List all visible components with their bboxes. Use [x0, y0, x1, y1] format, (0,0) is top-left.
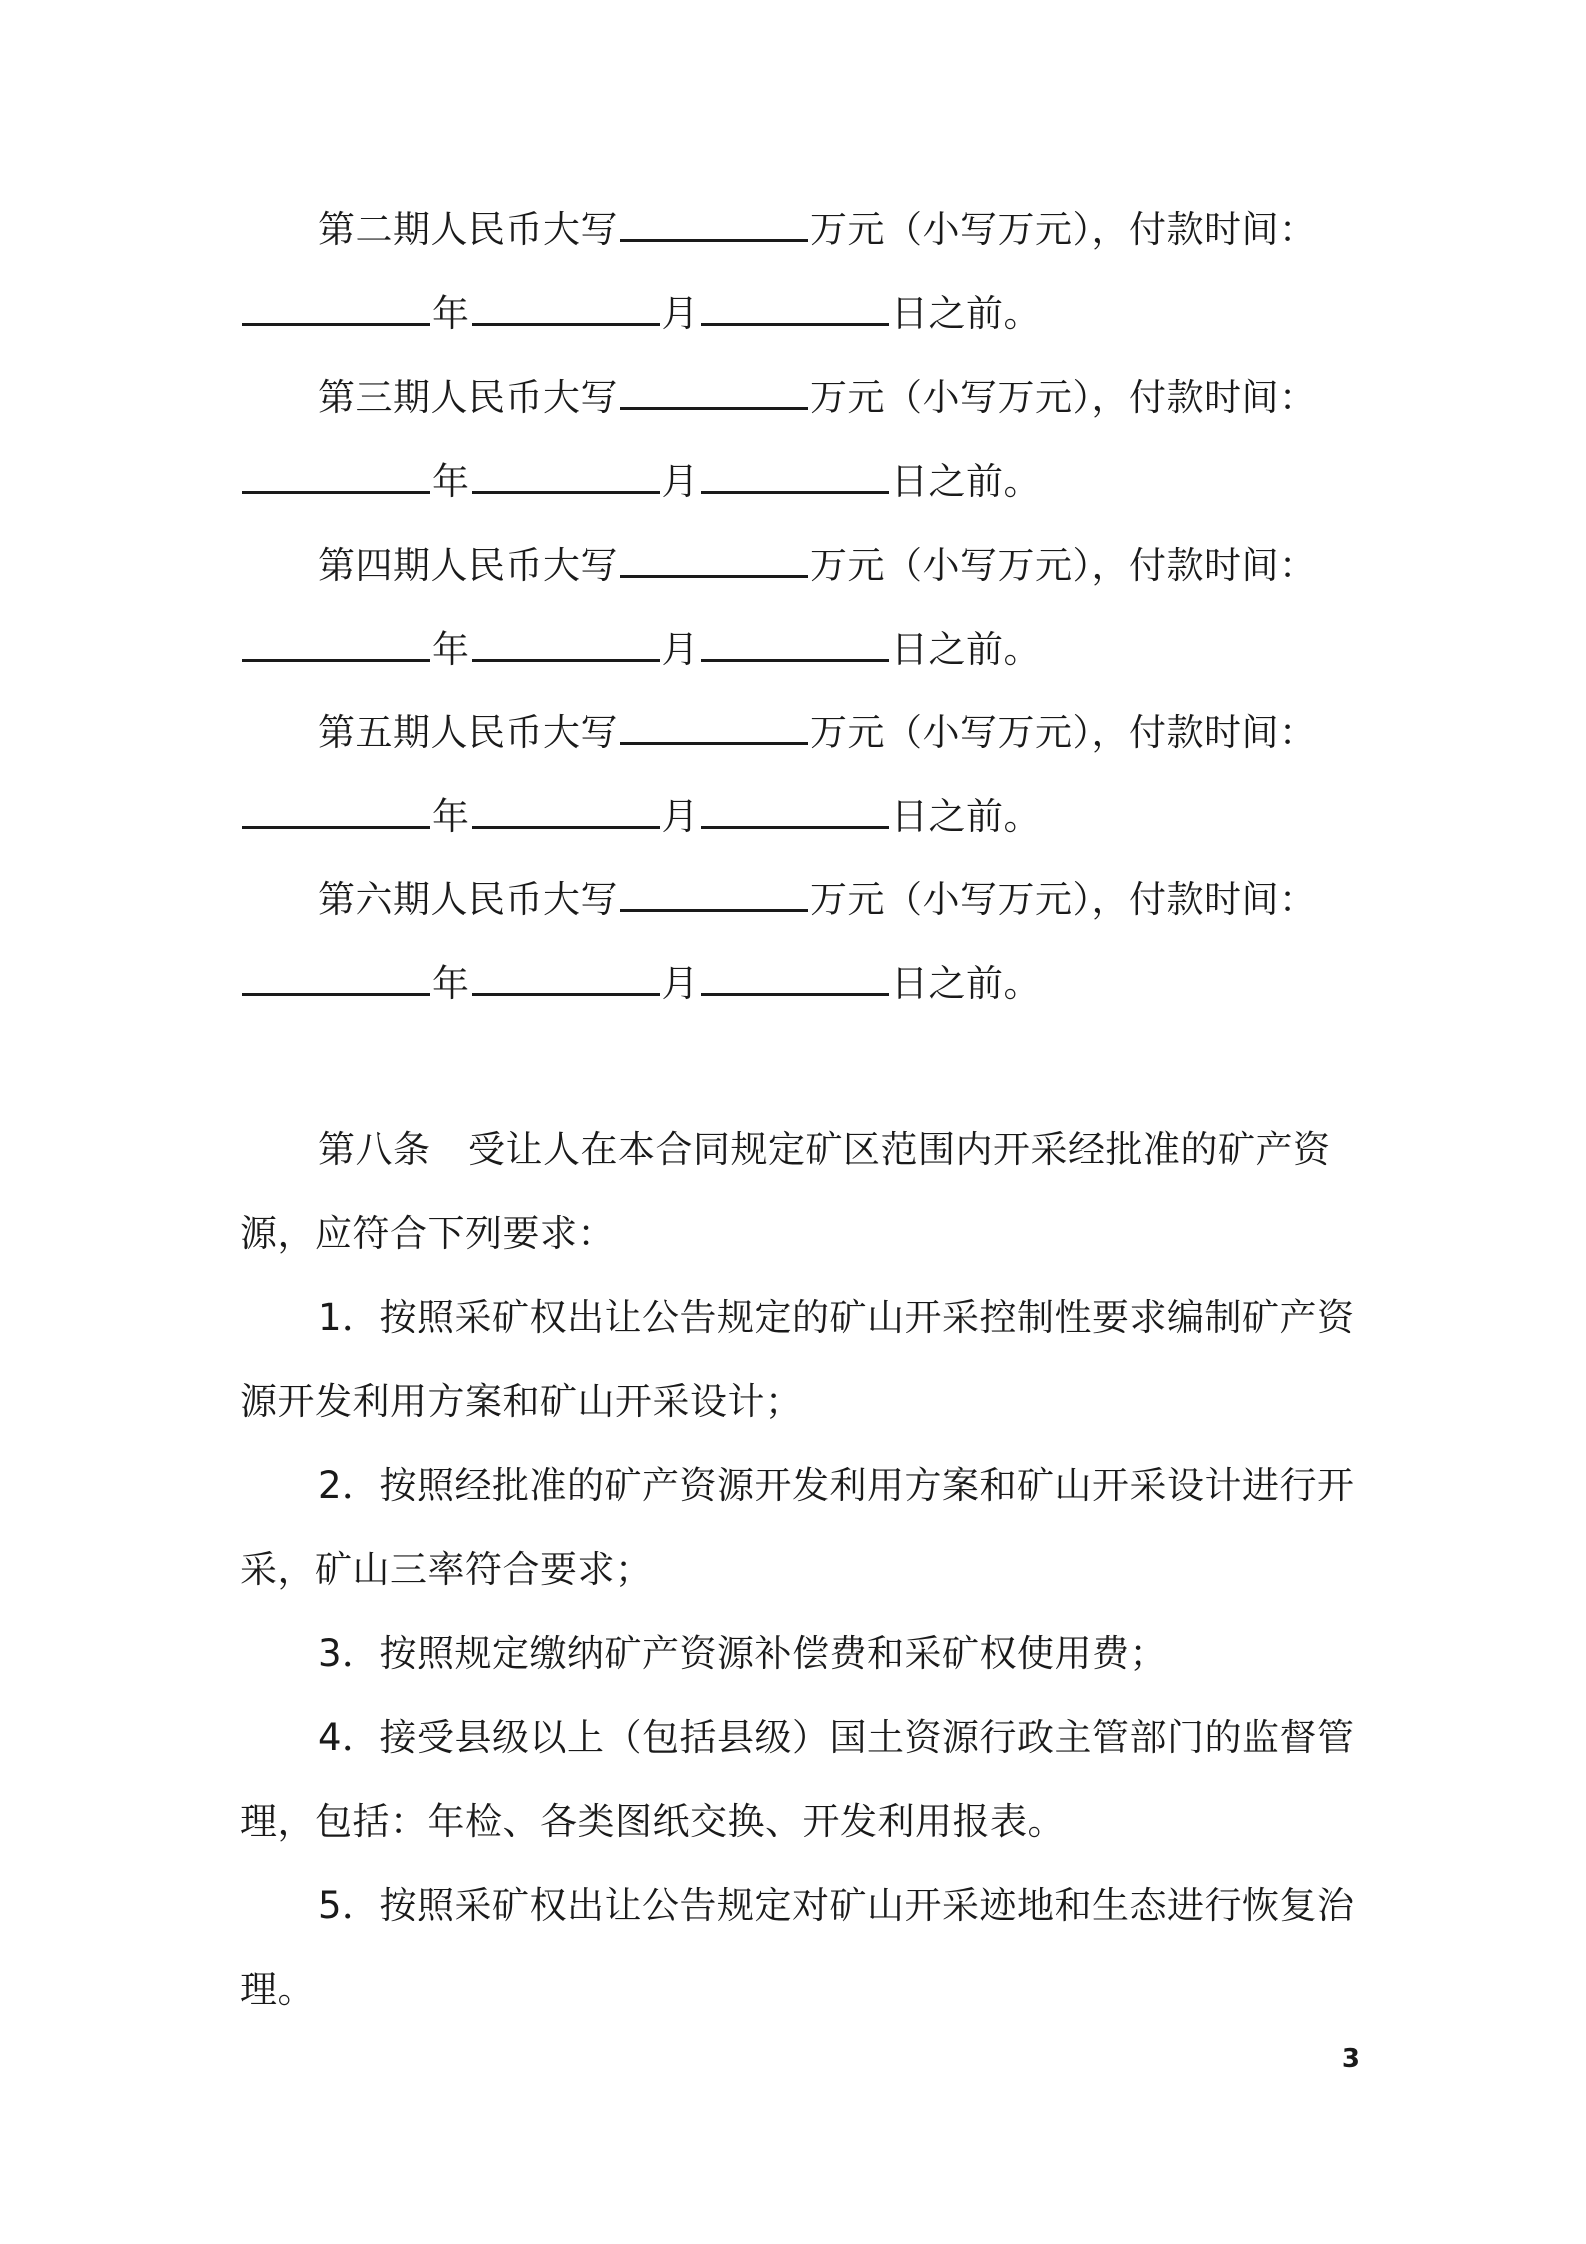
- amount-blank: [620, 571, 808, 578]
- article8-item-3: 3．按照规定缴纳矿产资源补偿费和采矿权使用费；: [318, 1632, 1168, 1675]
- year-label: 年: [432, 628, 470, 671]
- payment-time-label: 万元（小写万元），付款时间：: [810, 711, 1317, 754]
- amount-blank: [620, 403, 808, 410]
- payment-date-line: [240, 452, 1360, 512]
- payment-date-line: [240, 620, 1360, 680]
- payment-amount-label: 第四期人民币大写: [318, 544, 618, 587]
- day-label: 日之前。: [891, 795, 1041, 838]
- month-blank: [472, 319, 660, 326]
- article8-item-2: 2．按照经批准的矿产资源开发利用方案和矿山开采设计进行开: [318, 1464, 1355, 1507]
- month-blank: [472, 487, 660, 494]
- payment-time-label: 万元（小写万元），付款时间：: [810, 544, 1317, 587]
- day-blank: [701, 655, 889, 662]
- month-blank: [472, 655, 660, 662]
- day-label: 日之前。: [891, 292, 1041, 335]
- year-blank: [242, 655, 430, 662]
- article8-item-1-cont: 源开发利用方案和矿山开采设计；: [240, 1380, 803, 1423]
- payment-amount-label: 第六期人民币大写: [318, 878, 618, 921]
- month-label: 月: [661, 292, 699, 335]
- article8-heading-cont: 源，应符合下列要求：: [240, 1212, 615, 1255]
- payment-amount-label: 第三期人民币大写: [318, 376, 618, 419]
- payment-date-line: [240, 284, 1360, 344]
- amount-blank: [620, 235, 808, 242]
- payment-time-label: 万元（小写万元），付款时间：: [810, 376, 1317, 419]
- day-blank: [701, 319, 889, 326]
- year-label: 年: [432, 795, 470, 838]
- payment-line: [318, 536, 1360, 596]
- article8-item-4-cont: 理，包括：年检、各类图纸交换、开发利用报表。: [240, 1800, 1065, 1843]
- amount-blank: [620, 905, 808, 912]
- payment-time-label: 万元（小写万元），付款时间：: [810, 878, 1317, 921]
- month-blank: [472, 822, 660, 829]
- year-label: 年: [432, 962, 470, 1005]
- month-label: 月: [661, 628, 699, 671]
- article8-item-1: 1．按照采矿权出让公告规定的矿山开采控制性要求编制矿产资: [318, 1296, 1355, 1339]
- year-blank: [242, 487, 430, 494]
- year-label: 年: [432, 460, 470, 503]
- article8-item-5: 5．按照采矿权出让公告规定对矿山开采迹地和生态进行恢复治: [318, 1884, 1355, 1927]
- payment-line: [318, 870, 1360, 930]
- article8-heading: 第八条 受让人在本合同规定矿区范围内开采经批准的矿产资: [318, 1128, 1331, 1171]
- month-blank: [472, 989, 660, 996]
- payment-time-label: 万元（小写万元），付款时间：: [810, 208, 1317, 251]
- year-blank: [242, 989, 430, 996]
- month-label: 月: [661, 795, 699, 838]
- day-label: 日之前。: [891, 460, 1041, 503]
- day-label: 日之前。: [891, 962, 1041, 1005]
- day-blank: [701, 989, 889, 996]
- month-label: 月: [661, 962, 699, 1005]
- day-blank: [701, 487, 889, 494]
- payment-line: [318, 368, 1360, 428]
- article8-item-4: 4．接受县级以上（包括县级）国土资源行政主管部门的监督管: [318, 1716, 1355, 1759]
- year-blank: [242, 822, 430, 829]
- day-blank: [701, 822, 889, 829]
- article8-item-2-cont: 采，矿山三率符合要求；: [240, 1548, 653, 1591]
- payment-amount-label: 第五期人民币大写: [318, 711, 618, 754]
- payment-amount-label: 第二期人民币大写: [318, 208, 618, 251]
- article8-item-5-cont: 理。: [240, 1968, 315, 2011]
- day-label: 日之前。: [891, 628, 1041, 671]
- payment-date-line: [240, 787, 1360, 847]
- payment-line: [318, 200, 1360, 260]
- year-label: 年: [432, 292, 470, 335]
- payment-line: [318, 703, 1360, 763]
- amount-blank: [620, 738, 808, 745]
- payment-date-line: [240, 954, 1360, 1014]
- page-number: 3: [1341, 2044, 1360, 2074]
- year-blank: [242, 319, 430, 326]
- month-label: 月: [661, 460, 699, 503]
